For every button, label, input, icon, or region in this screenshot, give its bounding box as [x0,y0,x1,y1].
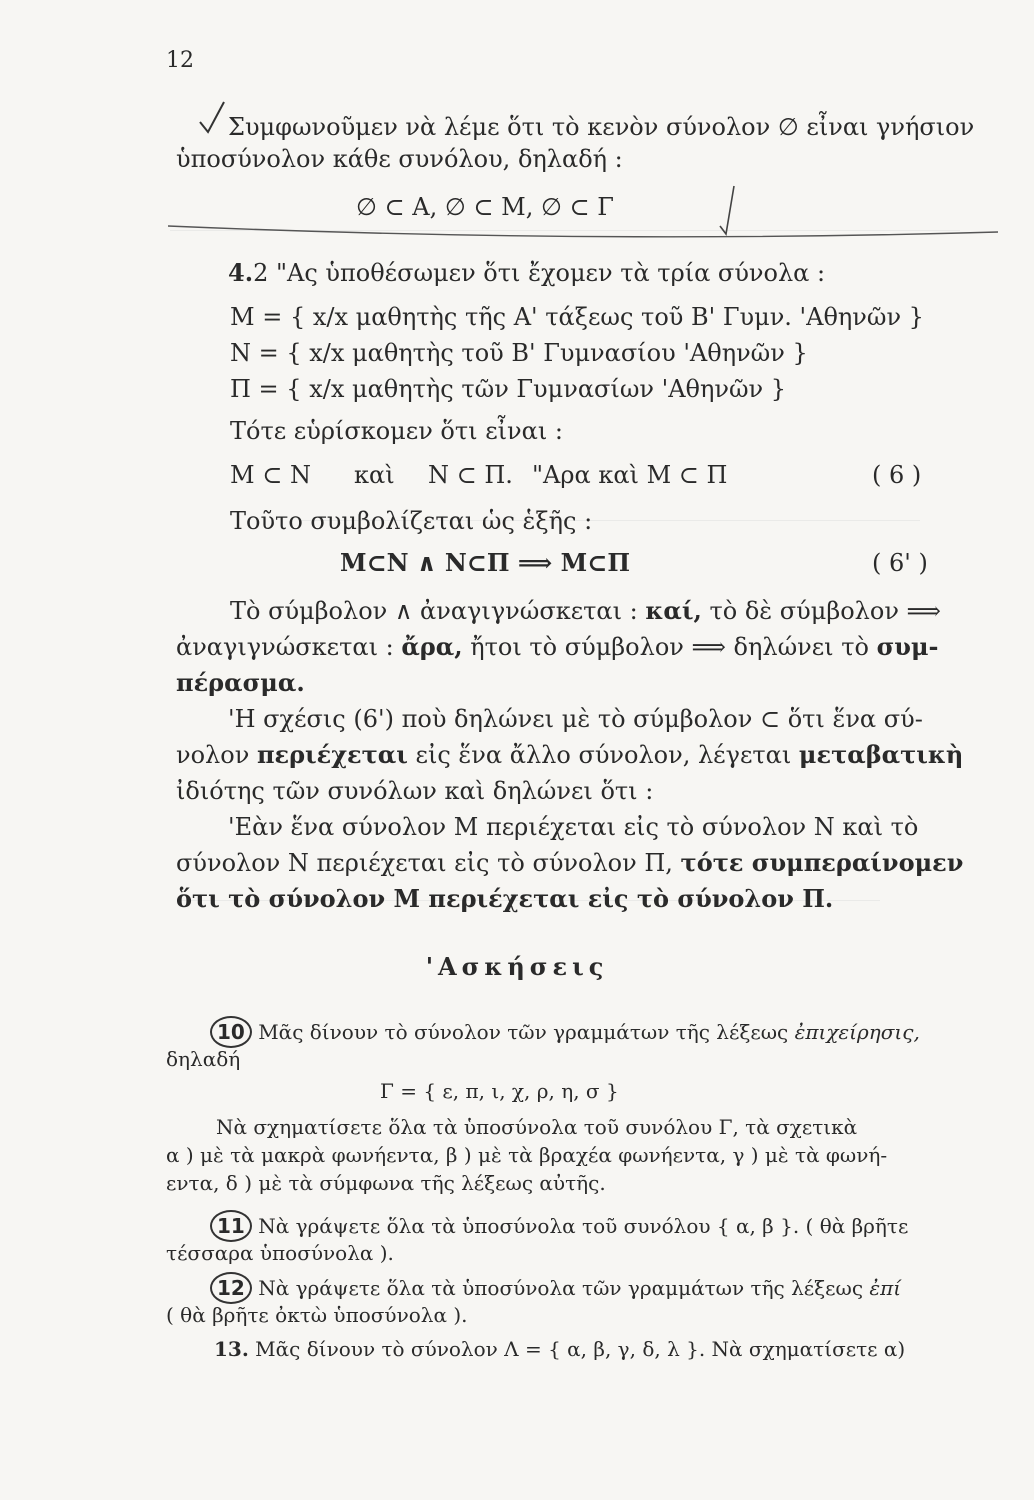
intro-line2: ὑποσύνολον κάθε συνόλου, δηλαδή : [176,145,623,173]
section4-heading [228,258,825,288]
text: τὸ δὲ σύμβολον ⟹ [709,597,941,625]
rule-line3: ὅτι τὸ σύνολον Μ περιέχεται εἰς τὸ σύνολον Π. [176,884,834,913]
exercise-10-set: Γ = { ε, π, ι, χ, ρ, η, σ } [380,1079,619,1103]
relation-a: Μ ⊂ Ν [230,461,311,489]
set-M: Μ = { x/x μαθητὴς τῆς Α' τάξεως τοῦ Β' Γυμν. 'Αθηνῶν } [230,303,924,331]
intro-line1: Συμφωνοῦμεν νὰ λέμε ὅτι τὸ κενὸν σύνολον ∅ εἶναι γνήσιον [228,113,975,141]
bold-ara: ἄρα, [401,632,463,661]
hand-drawn-line [168,222,1008,246]
exercise-12-line2: ( θὰ βρῆτε ὀκτὼ ὑποσύνολα ). [166,1303,468,1327]
symbolic-formula: Μ⊂Ν ∧ Ν⊂Π ⟹ Μ⊂Π [340,548,630,577]
exercise-10-line2: δηλαδή [166,1047,241,1071]
paragraph1-line1 [230,596,941,626]
equation-number-6p: ( 6' ) [872,549,928,577]
exercise-13-line1 [214,1336,905,1362]
exercise-11-line1 [210,1210,908,1242]
exercise-10-line4: α ) μὲ τὰ μακρὰ φωνήεντα, β ) μὲ τὰ βραχέα φωνήεντα, γ ) μὲ τὰ φωνή- [166,1143,888,1167]
text: νολον [176,741,250,769]
text: Νὰ γράψετε ὅλα τὰ ὑποσύνολα τοῦ συνόλου { α, β }. ( θὰ βρῆτε [258,1214,909,1238]
relation-kai: καὶ [354,461,395,489]
paragraph2-line1: 'Η σχέσις (6') ποὺ δηλώνει μὲ τὸ σύμβολον ⊂ ὅτι ἕνα σύ- [228,705,923,733]
exercise-11-number: 11 [210,1210,252,1242]
text: εἰς ἕνα ἄλλο σύνολον, λέγεται [415,741,792,769]
text: ἀναγιγνώσκεται : [176,633,394,661]
exercise-10-line5: εντα, δ ) μὲ τὰ σύμφωνα τῆς λέξεως αὐτῆς. [166,1171,606,1195]
paragraph2-line2 [176,740,963,770]
text: Νὰ γράψετε ὅλα τὰ ὑποσύνολα τῶν γραμμάτων τῆς λέξεως [258,1276,864,1300]
text: Μᾶς δίνουν τὸ σύνολον τῶν γραμμάτων τῆς λέξεως [258,1020,789,1044]
bold-sym: συμ- [876,632,939,661]
then-line: Τότε εὑρίσκομεν ὅτι εἶναι : [230,417,563,445]
paragraph2-line3: ἰδιότης τῶν συνόλων καὶ δηλώνει ὅτι : [176,777,654,805]
exercise-12-line1 [210,1272,901,1304]
bold-periexetai: περιέχεται [256,740,408,769]
symbolized-line: Τοῦτο συμβολίζεται ὡς ἑξῆς : [230,507,593,535]
bold-kai: καί, [645,596,702,625]
italic-word: ἐπί [869,1276,902,1300]
text: Τὸ σύμβολον ∧ ἀναγιγνώσκεται : [230,597,638,625]
paragraph1-line2 [176,632,938,662]
paragraph1-line3: πέρασμα. [176,668,305,697]
exercise-10-line3: Νὰ σχηματίσετε ὅλα τὰ ὑποσύνολα τοῦ συνόλου Γ, τὰ σχετικὰ [216,1115,858,1139]
section4-number: 4. [228,258,254,287]
section4-lead: 2 "Ας ὑποθέσωμεν ὅτι ἔχομεν τὰ τρία σύνολα : [253,259,826,287]
bold-tote: τότε συμπεραίνομεν [680,848,964,877]
equation-number-6: ( 6 ) [872,461,922,489]
check-mark-icon [198,100,228,136]
set-N: Ν = { x/x μαθητὴς τοῦ Β' Γυμνασίου 'Αθηνῶν } [230,339,808,367]
text: Μᾶς δίνουν τὸ σύνολον Λ = { α, β, γ, δ, λ }. Νὰ σχηματίσετε α) [255,1337,906,1361]
intro-formula: ∅ ⊂ Α, ∅ ⊂ Μ, ∅ ⊂ Γ [356,193,614,221]
relation-b: Ν ⊂ Π. [428,461,513,489]
set-P: Π = { x/x μαθητὴς τῶν Γυμνασίων 'Αθηνῶν } [230,375,787,403]
text: ἤτοι τὸ σύμβολον ⟹ δηλώνει τὸ [470,633,869,661]
page-number: 12 [166,48,194,73]
exercise-10-line1 [210,1016,920,1048]
rule-line2 [176,848,963,878]
exercise-11-line2: τέσσαρα ὑποσύνολα ). [166,1241,394,1265]
bold-metavatiki: μεταβατικὴ [798,740,964,769]
exercises-title: 'Ασκήσεις [425,952,609,981]
text: σύνολον Ν περιέχεται εἰς τὸ σύνολον Π, [176,849,673,877]
italic-word: ἐπιχείρησις, [794,1020,920,1044]
exercise-12-number: 12 [210,1272,252,1304]
exercise-10-number: 10 [210,1016,252,1048]
relation-c: "Αρα καὶ Μ ⊂ Π [532,461,728,489]
exercise-13-number: 13. [214,1337,249,1361]
rule-line1: 'Εὰν ἕνα σύνολον Μ περιέχεται εἰς τὸ σύνολον Ν καὶ τὸ [228,813,919,841]
